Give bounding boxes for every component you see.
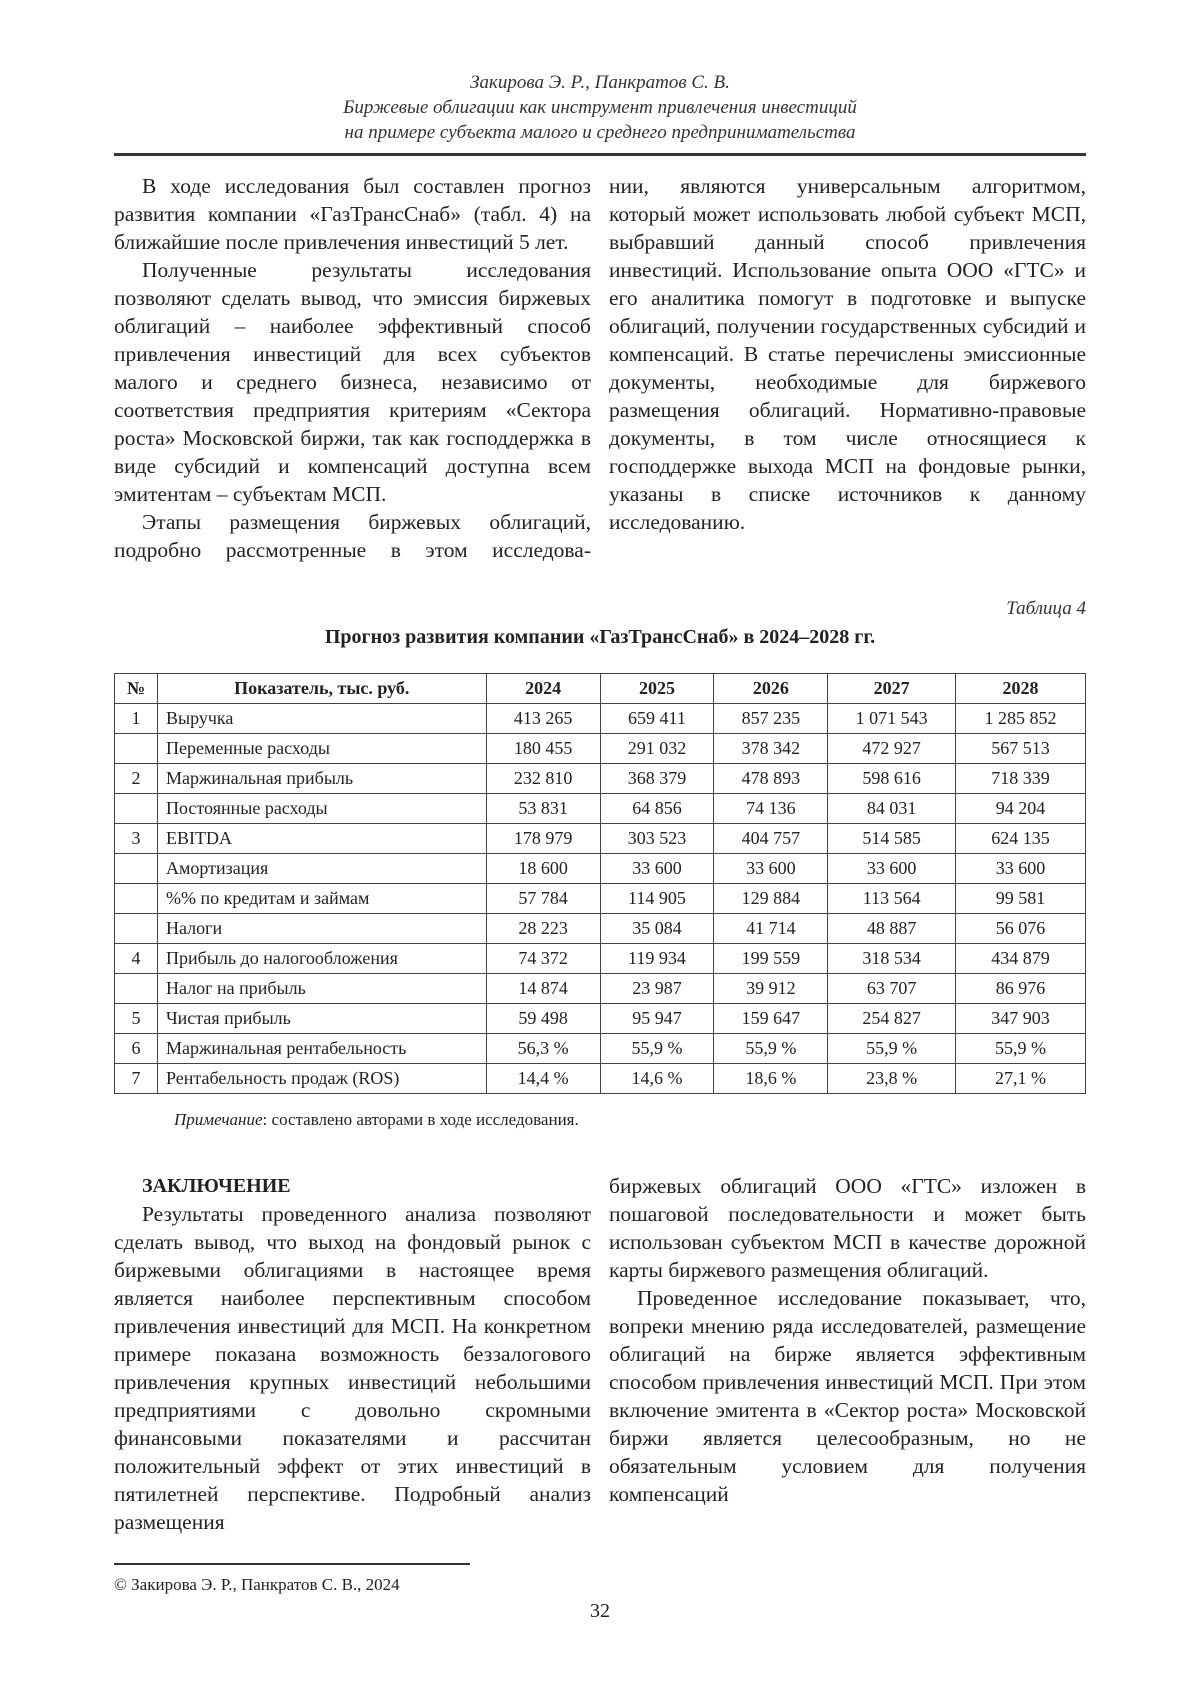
cell-value-2024: 56,3 % — [486, 1034, 600, 1064]
cell-value-2025: 64 856 — [600, 794, 714, 824]
row-number — [115, 914, 158, 944]
cell-value-2026: 74 136 — [714, 794, 828, 824]
cell-value-2025: 23 987 — [600, 974, 714, 1004]
table-row — [115, 974, 1086, 1004]
cell-value-2025: 303 523 — [600, 824, 714, 854]
cell-value-2027: 55,9 % — [828, 1034, 956, 1064]
conclusion-right-column — [609, 1172, 1086, 1508]
paragraph: Полученные результаты исследования позволяют сделать вывод, что эмиссия биржевых облигаций – наиболее эффективный способ привлечения инвестиций для всех субъектов малого и среднего бизнеса, независимо от соответствия предприятия критериям «Сектора роста» Московской биржи, так как господдержка в виде субсидий и компенсаций доступна всем эмитентам – субъектам МСП. — [114, 258, 591, 506]
indicator-name: EBITDA — [157, 824, 486, 854]
table-row — [115, 764, 1086, 794]
table-row — [115, 884, 1086, 914]
cell-value-2027: 472 927 — [828, 734, 956, 764]
cell-value-2026: 478 893 — [714, 764, 828, 794]
indicator-name: Налоги — [157, 914, 486, 944]
cell-value-2027: 48 887 — [828, 914, 956, 944]
row-number: 2 — [115, 764, 158, 794]
forecast-table — [114, 673, 1086, 1094]
cell-value-2028: 99 581 — [956, 884, 1086, 914]
table-row — [115, 1004, 1086, 1034]
cell-value-2027: 23,8 % — [828, 1064, 956, 1094]
cell-value-2028: 1 285 852 — [956, 704, 1086, 734]
cell-value-2025: 95 947 — [600, 1004, 714, 1034]
paragraph: Этапы размещения биржевых облигаций, подробно рассмотренные в этом исследова- — [114, 510, 591, 562]
table-title: Прогноз развития компании «ГазТрансСнаб» в 2024–2028 гг. — [324, 626, 876, 648]
cell-value-2027: 254 827 — [828, 1004, 956, 1034]
row-number: 1 — [115, 704, 158, 734]
cell-value-2024: 232 810 — [486, 764, 600, 794]
cell-value-2026: 159 647 — [714, 1004, 828, 1034]
cell-value-2028: 718 339 — [956, 764, 1086, 794]
running-head-authors: Закирова Э. Р., Панкратов С. В. — [470, 72, 730, 93]
cell-value-2024: 14 874 — [486, 974, 600, 1004]
cell-value-2028: 55,9 % — [956, 1034, 1086, 1064]
section-heading-conclusion: ЗАКЛЮЧЕНИЕ — [142, 1175, 291, 1197]
cell-value-2025: 659 411 — [600, 704, 714, 734]
conclusion-left-column — [114, 1172, 591, 1536]
cell-value-2027: 598 616 — [828, 764, 956, 794]
indicator-name: Маржинальная прибыль — [157, 764, 486, 794]
top-right-column — [609, 172, 1086, 536]
cell-value-2026: 857 235 — [714, 704, 828, 734]
indicator-name: Рентабельность продаж (ROS) — [157, 1064, 486, 1094]
column-header-indicator: Показатель, тыс. руб. — [157, 674, 486, 704]
indicator-name: Налог на прибыль — [157, 974, 486, 1004]
cell-value-2026: 129 884 — [714, 884, 828, 914]
table-row — [115, 704, 1086, 734]
cell-value-2026: 33 600 — [714, 854, 828, 884]
cell-value-2028: 434 879 — [956, 944, 1086, 974]
paragraph: Результаты проведенного анализа позволяют сделать вывод, что выход на фондовый рынок с биржевыми облигациями в настоящее время является наиболее перспективным способом привлечения инвестиций для МСП. На конкретном примере показана возможность беззалогового привлечения крупных инвестиций небольшими предприятиями с довольно скромными финансовыми показателями и рассчитан положительный эффект от этих инвестиций в пятилетней перспективе. Подробный анализ размещения — [114, 1202, 591, 1534]
cell-value-2024: 53 831 — [486, 794, 600, 824]
row-number: 7 — [115, 1064, 158, 1094]
cell-value-2026: 404 757 — [714, 824, 828, 854]
row-number: 3 — [115, 824, 158, 854]
cell-value-2024: 178 979 — [486, 824, 600, 854]
table-row — [115, 914, 1086, 944]
indicator-name: %% по кредитам и займам — [157, 884, 486, 914]
cell-value-2027: 1 071 543 — [828, 704, 956, 734]
row-number — [115, 884, 158, 914]
copyright-notice: © Закирова Э. Р., Панкратов С. В., 2024 — [114, 1575, 400, 1594]
page-number: 32 — [590, 1600, 610, 1622]
cell-value-2024: 57 784 — [486, 884, 600, 914]
table-row — [115, 854, 1086, 884]
cell-value-2027: 113 564 — [828, 884, 956, 914]
cell-value-2025: 291 032 — [600, 734, 714, 764]
row-number: 6 — [115, 1034, 158, 1064]
indicator-name: Прибыль до налогообложения — [157, 944, 486, 974]
table-row — [115, 1064, 1086, 1094]
cell-value-2027: 33 600 — [828, 854, 956, 884]
cell-value-2025: 119 934 — [600, 944, 714, 974]
cell-value-2028: 567 513 — [956, 734, 1086, 764]
cell-value-2024: 413 265 — [486, 704, 600, 734]
cell-value-2025: 35 084 — [600, 914, 714, 944]
column-header-2028: 2028 — [956, 674, 1086, 704]
cell-value-2028: 56 076 — [956, 914, 1086, 944]
indicator-name: Переменные расходы — [157, 734, 486, 764]
row-number — [115, 734, 158, 764]
paragraph: В ходе исследования был составлен прогноз развития компании «ГазТрансСнаб» (табл. 4) на ближайшие после привлечения инвестиций 5 лет. — [114, 174, 591, 254]
indicator-name: Амортизация — [157, 854, 486, 884]
cell-value-2028: 27,1 % — [956, 1064, 1086, 1094]
header-rule — [114, 153, 1086, 156]
cell-value-2028: 86 976 — [956, 974, 1086, 1004]
paragraph: нии, являются универсальным алгоритмом, который может использовать любой субъект МСП, выбравший данный способ привлечения инвестиций. Использование опыта ООО «ГТС» и его аналитика помогут в подготовке и выпуске облигаций, получении государственных субсидий и компенсаций. В статье перечислены эмиссионные документы, необходимые для биржевого размещения облигаций. Нормативно-правовые документы, в том числе относящиеся к господдержке выхода МСП на фондовые рынки, указаны в списке источников к данному исследованию. — [609, 174, 1086, 534]
cell-value-2028: 94 204 — [956, 794, 1086, 824]
column-header-2026: 2026 — [714, 674, 828, 704]
cell-value-2026: 199 559 — [714, 944, 828, 974]
column-header-2027: 2027 — [828, 674, 956, 704]
cell-value-2024: 28 223 — [486, 914, 600, 944]
cell-value-2028: 624 135 — [956, 824, 1086, 854]
cell-value-2024: 18 600 — [486, 854, 600, 884]
cell-value-2024: 59 498 — [486, 1004, 600, 1034]
row-number: 5 — [115, 1004, 158, 1034]
indicator-name: Чистая прибыль — [157, 1004, 486, 1034]
column-header-number: № — [115, 674, 158, 704]
cell-value-2025: 368 379 — [600, 764, 714, 794]
column-header-2024: 2024 — [486, 674, 600, 704]
cell-value-2024: 14,4 % — [486, 1064, 600, 1094]
table-note-label: Примечание — [174, 1110, 263, 1129]
cell-value-2027: 514 585 — [828, 824, 956, 854]
cell-value-2028: 33 600 — [956, 854, 1086, 884]
cell-value-2025: 114 905 — [600, 884, 714, 914]
row-number — [115, 794, 158, 824]
running-head-title-line2: на примере субъекта малого и среднего предпринимательства — [344, 122, 856, 143]
cell-value-2026: 55,9 % — [714, 1034, 828, 1064]
indicator-name: Постоянные расходы — [157, 794, 486, 824]
table-row — [115, 794, 1086, 824]
cell-value-2028: 347 903 — [956, 1004, 1086, 1034]
row-number — [115, 854, 158, 884]
cell-value-2025: 14,6 % — [600, 1064, 714, 1094]
cell-value-2024: 180 455 — [486, 734, 600, 764]
cell-value-2026: 41 714 — [714, 914, 828, 944]
cell-value-2025: 55,9 % — [600, 1034, 714, 1064]
cell-value-2027: 63 707 — [828, 974, 956, 1004]
cell-value-2026: 39 912 — [714, 974, 828, 1004]
row-number: 4 — [115, 944, 158, 974]
table-note — [174, 1110, 579, 1130]
cell-value-2026: 18,6 % — [714, 1064, 828, 1094]
running-head — [0, 70, 1200, 145]
paragraph: Проведенное исследование показывает, что, вопреки мнению ряда исследователей, размещение облигаций на бирже является эффективным способом привлечения инвестиций МСП. При этом включение эмитента в «Сектор роста» Московской биржи является целесообразным, но не обязательным условием для получения компенсаций — [609, 1286, 1086, 1506]
paragraph: биржевых облигаций ООО «ГТС» изложен в пошаговой последовательности и может быть использован субъектом МСП в качестве дорожной карты биржевого размещения облигаций. — [609, 1174, 1086, 1282]
cell-value-2027: 84 031 — [828, 794, 956, 824]
cell-value-2026: 378 342 — [714, 734, 828, 764]
column-header-2025: 2025 — [600, 674, 714, 704]
table-label: Таблица 4 — [1006, 598, 1086, 619]
table-note-text: : составлено авторами в ходе исследования. — [262, 1110, 579, 1129]
row-number — [115, 974, 158, 1004]
cell-value-2024: 74 372 — [486, 944, 600, 974]
footnote-rule — [114, 1563, 470, 1565]
running-head-title-line1: Биржевые облигации как инструмент привлечения инвестиций — [343, 97, 857, 118]
indicator-name: Маржинальная рентабельность — [157, 1034, 486, 1064]
table-row — [115, 824, 1086, 854]
table-header-row — [115, 674, 1086, 704]
table-row — [115, 944, 1086, 974]
cell-value-2027: 318 534 — [828, 944, 956, 974]
top-left-column — [114, 172, 591, 564]
table-row — [115, 734, 1086, 764]
cell-value-2025: 33 600 — [600, 854, 714, 884]
indicator-name: Выручка — [157, 704, 486, 734]
table-row — [115, 1034, 1086, 1064]
